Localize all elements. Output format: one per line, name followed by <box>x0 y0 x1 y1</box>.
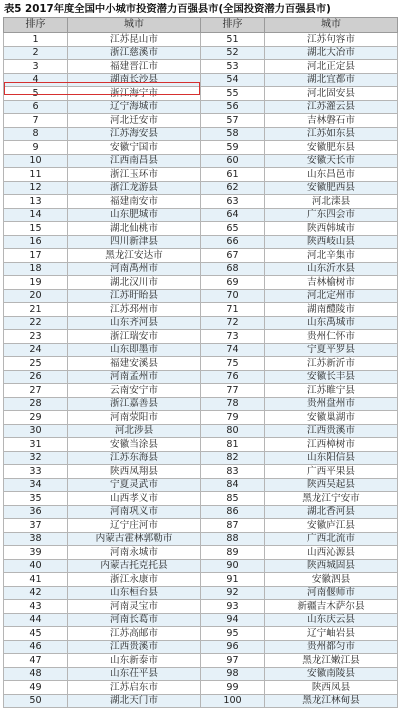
rank-cell: 86 <box>201 505 265 519</box>
city-cell: 云南安宁市 <box>68 384 201 398</box>
rank-cell: 37 <box>4 519 68 533</box>
table-row <box>4 370 398 384</box>
table-row <box>4 640 398 654</box>
city-cell: 山东昌邑市 <box>265 168 398 182</box>
rank-cell: 33 <box>4 465 68 479</box>
rank-cell: 8 <box>4 127 68 141</box>
city-cell: 河北辛集市 <box>265 249 398 263</box>
rank-cell: 97 <box>201 654 265 668</box>
rank-cell: 77 <box>201 384 265 398</box>
rank-cell: 60 <box>201 154 265 168</box>
rank-cell: 53 <box>201 60 265 74</box>
city-cell: 黑龙江安达市 <box>68 249 201 263</box>
city-cell: 江苏如东县 <box>265 127 398 141</box>
city-cell: 湖北香河县 <box>265 505 398 519</box>
table-row <box>4 114 398 128</box>
city-cell: 福建晋江市 <box>68 60 201 74</box>
rank-cell: 79 <box>201 411 265 425</box>
rank-cell: 4 <box>4 73 68 87</box>
table-row <box>4 559 398 573</box>
rank-cell: 38 <box>4 532 68 546</box>
rank-cell: 90 <box>201 559 265 573</box>
city-cell: 湖南醴陵市 <box>265 303 398 317</box>
table-row <box>4 519 398 533</box>
ranking-table <box>3 17 398 708</box>
table-row <box>4 451 398 465</box>
rank-cell: 55 <box>201 87 265 101</box>
rank-cell: 41 <box>4 573 68 587</box>
rank-cell: 75 <box>201 357 265 371</box>
city-cell: 广西平果县 <box>265 465 398 479</box>
city-cell: 浙江玉环市 <box>68 168 201 182</box>
city-cell: 湖北汉川市 <box>68 276 201 290</box>
table-row <box>4 505 398 519</box>
rank-cell: 89 <box>201 546 265 560</box>
header-rank-left: 排序 <box>4 18 68 33</box>
rank-cell: 93 <box>201 600 265 614</box>
rank-cell: 100 <box>201 694 265 708</box>
city-cell: 安徽天长市 <box>265 154 398 168</box>
rank-cell: 20 <box>4 289 68 303</box>
rank-cell: 24 <box>4 343 68 357</box>
table-row <box>4 627 398 641</box>
rank-cell: 11 <box>4 168 68 182</box>
rank-cell: 1 <box>4 33 68 47</box>
table-row <box>4 478 398 492</box>
rank-cell: 68 <box>201 262 265 276</box>
table-row <box>4 330 398 344</box>
rank-cell: 34 <box>4 478 68 492</box>
city-cell: 湖北天门市 <box>68 694 201 708</box>
rank-cell: 43 <box>4 600 68 614</box>
table-row <box>4 613 398 627</box>
rank-cell: 52 <box>201 46 265 60</box>
rank-cell: 67 <box>201 249 265 263</box>
rank-cell: 70 <box>201 289 265 303</box>
rank-cell: 91 <box>201 573 265 587</box>
rank-cell: 99 <box>201 681 265 695</box>
city-cell: 宁夏平罗县 <box>265 343 398 357</box>
table-row <box>4 694 398 708</box>
rank-cell: 96 <box>201 640 265 654</box>
rank-cell: 35 <box>4 492 68 506</box>
city-cell: 浙江海宁市 <box>68 87 201 101</box>
table-row <box>4 492 398 506</box>
city-cell: 江苏睢宁县 <box>265 384 398 398</box>
city-cell: 贵州都匀市 <box>265 640 398 654</box>
city-cell: 安徽泗县 <box>265 573 398 587</box>
city-cell: 安徽肥西县 <box>265 181 398 195</box>
rank-cell: 72 <box>201 316 265 330</box>
rank-cell: 94 <box>201 613 265 627</box>
rank-cell: 83 <box>201 465 265 479</box>
city-cell: 广西北流市 <box>265 532 398 546</box>
city-cell: 黑龙江宁安市 <box>265 492 398 506</box>
city-cell: 陕西吴起县 <box>265 478 398 492</box>
city-cell: 河南永城市 <box>68 546 201 560</box>
table-row <box>4 411 398 425</box>
city-cell: 黑龙江林甸县 <box>265 694 398 708</box>
rank-cell: 63 <box>201 195 265 209</box>
city-cell: 湖北仙桃市 <box>68 222 201 236</box>
city-cell: 河北涉县 <box>68 424 201 438</box>
city-cell: 山东桓台县 <box>68 586 201 600</box>
table-row <box>4 654 398 668</box>
rank-cell: 9 <box>4 141 68 155</box>
city-cell: 河北定州市 <box>265 289 398 303</box>
rank-cell: 78 <box>201 397 265 411</box>
city-cell: 陕西城固县 <box>265 559 398 573</box>
rank-cell: 64 <box>201 208 265 222</box>
city-cell: 江苏昆山市 <box>68 33 201 47</box>
table-row <box>4 303 398 317</box>
table-row <box>4 73 398 87</box>
city-cell: 江苏句容市 <box>265 33 398 47</box>
city-cell: 安徽宁国市 <box>68 141 201 155</box>
table-row <box>4 33 398 47</box>
city-cell: 山东肥城市 <box>68 208 201 222</box>
city-cell: 河南偃师市 <box>265 586 398 600</box>
rank-cell: 80 <box>201 424 265 438</box>
rank-cell: 30 <box>4 424 68 438</box>
city-cell: 山西孝义市 <box>68 492 201 506</box>
city-cell: 浙江瑞安市 <box>68 330 201 344</box>
rank-cell: 12 <box>4 181 68 195</box>
rank-cell: 25 <box>4 357 68 371</box>
city-cell: 江苏邳州市 <box>68 303 201 317</box>
rank-cell: 32 <box>4 451 68 465</box>
rank-cell: 44 <box>4 613 68 627</box>
table-row <box>4 100 398 114</box>
rank-cell: 50 <box>4 694 68 708</box>
city-cell: 江苏新沂市 <box>265 357 398 371</box>
rank-cell: 71 <box>201 303 265 317</box>
table-row <box>4 235 398 249</box>
rank-cell: 49 <box>4 681 68 695</box>
table-row <box>4 424 398 438</box>
rank-cell: 62 <box>201 181 265 195</box>
table-row <box>4 222 398 236</box>
rank-cell: 46 <box>4 640 68 654</box>
rank-cell: 74 <box>201 343 265 357</box>
table-row <box>4 573 398 587</box>
city-cell: 山东茌平县 <box>68 667 201 681</box>
rank-cell: 23 <box>4 330 68 344</box>
rank-cell: 29 <box>4 411 68 425</box>
city-cell: 安徽长丰县 <box>265 370 398 384</box>
header-rank-right: 排序 <box>201 18 265 33</box>
city-cell: 江西贵溪市 <box>265 424 398 438</box>
city-cell: 辽宁岫岩县 <box>265 627 398 641</box>
table-row <box>4 276 398 290</box>
city-cell: 贵州仁怀市 <box>265 330 398 344</box>
city-cell: 湖北宜都市 <box>265 73 398 87</box>
rank-cell: 81 <box>201 438 265 452</box>
city-cell: 吉林榆树市 <box>265 276 398 290</box>
table-row <box>4 87 398 101</box>
rank-cell: 69 <box>201 276 265 290</box>
city-cell: 贵州盘州市 <box>265 397 398 411</box>
city-cell: 江苏高邮市 <box>68 627 201 641</box>
rank-cell: 57 <box>201 114 265 128</box>
table-row <box>4 208 398 222</box>
table-row <box>4 438 398 452</box>
rank-cell: 48 <box>4 667 68 681</box>
city-cell: 陕西凤翔县 <box>68 465 201 479</box>
rank-cell: 84 <box>201 478 265 492</box>
rank-cell: 21 <box>4 303 68 317</box>
rank-cell: 3 <box>4 60 68 74</box>
rank-cell: 31 <box>4 438 68 452</box>
city-cell: 河南孟州市 <box>68 370 201 384</box>
city-cell: 河南禹州市 <box>68 262 201 276</box>
rank-cell: 2 <box>4 46 68 60</box>
header-row <box>4 18 398 33</box>
city-cell: 山西沁源县 <box>265 546 398 560</box>
city-cell: 内蒙古霍林郭勒市 <box>68 532 201 546</box>
table-row <box>4 289 398 303</box>
table-row <box>4 600 398 614</box>
table-row <box>4 316 398 330</box>
rank-cell: 47 <box>4 654 68 668</box>
rank-cell: 36 <box>4 505 68 519</box>
rank-cell: 54 <box>201 73 265 87</box>
city-cell: 安徽肥东县 <box>265 141 398 155</box>
header-city-right: 城市 <box>265 18 398 33</box>
table-header <box>4 18 398 33</box>
city-cell: 浙江嘉善县 <box>68 397 201 411</box>
city-cell: 安徽巢湖市 <box>265 411 398 425</box>
city-cell: 山东庆云县 <box>265 613 398 627</box>
city-cell: 山东禹城市 <box>265 316 398 330</box>
table-row <box>4 397 398 411</box>
city-cell: 内蒙古托克托县 <box>68 559 201 573</box>
rank-cell: 5 <box>4 87 68 101</box>
table-row <box>4 681 398 695</box>
rank-cell: 22 <box>4 316 68 330</box>
rank-cell: 42 <box>4 586 68 600</box>
city-cell: 河南巩义市 <box>68 505 201 519</box>
city-cell: 山东即墨市 <box>68 343 201 357</box>
table-row <box>4 262 398 276</box>
city-cell: 广东四会市 <box>265 208 398 222</box>
rank-cell: 56 <box>201 100 265 114</box>
table-row <box>4 532 398 546</box>
city-cell: 江苏东海县 <box>68 451 201 465</box>
rank-cell: 6 <box>4 100 68 114</box>
table-row <box>4 141 398 155</box>
rank-cell: 28 <box>4 397 68 411</box>
rank-cell: 85 <box>201 492 265 506</box>
table-row <box>4 546 398 560</box>
table-row <box>4 195 398 209</box>
city-cell: 黑龙江嫩江县 <box>265 654 398 668</box>
city-cell: 浙江龙游县 <box>68 181 201 195</box>
table-row <box>4 586 398 600</box>
city-cell: 安徽南陵县 <box>265 667 398 681</box>
table-row <box>4 249 398 263</box>
city-cell: 河北固安县 <box>265 87 398 101</box>
table-row <box>4 465 398 479</box>
city-cell: 辽宁庄河市 <box>68 519 201 533</box>
city-cell: 安徽当涂县 <box>68 438 201 452</box>
rank-cell: 82 <box>201 451 265 465</box>
table-row <box>4 127 398 141</box>
rank-cell: 61 <box>201 168 265 182</box>
city-cell: 江苏灌云县 <box>265 100 398 114</box>
table-row <box>4 384 398 398</box>
rank-cell: 17 <box>4 249 68 263</box>
table-row <box>4 60 398 74</box>
city-cell: 山东新泰市 <box>68 654 201 668</box>
city-cell: 吉林磐石市 <box>265 114 398 128</box>
table-row <box>4 667 398 681</box>
rank-cell: 16 <box>4 235 68 249</box>
city-cell: 山东沂水县 <box>265 262 398 276</box>
city-cell: 江西贵溪市 <box>68 640 201 654</box>
city-cell: 江苏海安县 <box>68 127 201 141</box>
rank-cell: 88 <box>201 532 265 546</box>
table-row <box>4 181 398 195</box>
table-row <box>4 357 398 371</box>
city-cell: 福建安溪县 <box>68 357 201 371</box>
city-cell: 河北正定县 <box>265 60 398 74</box>
city-cell: 江西樟树市 <box>265 438 398 452</box>
city-cell: 陕西凤县 <box>265 681 398 695</box>
rank-cell: 73 <box>201 330 265 344</box>
rank-cell: 76 <box>201 370 265 384</box>
table-title: 表5 2017年度全国中小城市投资潜力百强县市(全国投资潜力百强县市) <box>4 3 331 15</box>
table-row <box>4 154 398 168</box>
rank-cell: 18 <box>4 262 68 276</box>
rank-cell: 45 <box>4 627 68 641</box>
table-body <box>4 33 398 708</box>
rank-cell: 40 <box>4 559 68 573</box>
rank-cell: 51 <box>201 33 265 47</box>
table-row <box>4 168 398 182</box>
rank-cell: 59 <box>201 141 265 155</box>
city-cell: 安徽庐江县 <box>265 519 398 533</box>
city-cell: 湖南长沙县 <box>68 73 201 87</box>
rank-cell: 10 <box>4 154 68 168</box>
city-cell: 河南灵宝市 <box>68 600 201 614</box>
rank-cell: 66 <box>201 235 265 249</box>
city-cell: 江苏启东市 <box>68 681 201 695</box>
city-cell: 河北滦县 <box>265 195 398 209</box>
city-cell: 宁夏灵武市 <box>68 478 201 492</box>
rank-cell: 13 <box>4 195 68 209</box>
rank-cell: 92 <box>201 586 265 600</box>
city-cell: 辽宁海城市 <box>68 100 201 114</box>
rank-cell: 58 <box>201 127 265 141</box>
city-cell: 福建南安市 <box>68 195 201 209</box>
city-cell: 山东齐河县 <box>68 316 201 330</box>
city-cell: 河南长葛市 <box>68 613 201 627</box>
city-cell: 新疆吉木萨尔县 <box>265 600 398 614</box>
header-city-left: 城市 <box>68 18 201 33</box>
city-cell: 四川新津县 <box>68 235 201 249</box>
city-cell: 江苏盱眙县 <box>68 289 201 303</box>
rank-cell: 98 <box>201 667 265 681</box>
rank-cell: 14 <box>4 208 68 222</box>
city-cell: 浙江慈溪市 <box>68 46 201 60</box>
city-cell: 河南荥阳市 <box>68 411 201 425</box>
rank-cell: 19 <box>4 276 68 290</box>
rank-cell: 7 <box>4 114 68 128</box>
rank-cell: 39 <box>4 546 68 560</box>
rank-cell: 26 <box>4 370 68 384</box>
city-cell: 河北迁安市 <box>68 114 201 128</box>
city-cell: 湖北大冶市 <box>265 46 398 60</box>
rank-cell: 65 <box>201 222 265 236</box>
rank-cell: 95 <box>201 627 265 641</box>
city-cell: 山东阳信县 <box>265 451 398 465</box>
rank-cell: 27 <box>4 384 68 398</box>
city-cell: 陕西岐山县 <box>265 235 398 249</box>
rank-cell: 87 <box>201 519 265 533</box>
table-row <box>4 343 398 357</box>
city-cell: 江西南昌县 <box>68 154 201 168</box>
city-cell: 浙江永康市 <box>68 573 201 587</box>
rank-cell: 15 <box>4 222 68 236</box>
table-row <box>4 46 398 60</box>
city-cell: 陕西韩城市 <box>265 222 398 236</box>
